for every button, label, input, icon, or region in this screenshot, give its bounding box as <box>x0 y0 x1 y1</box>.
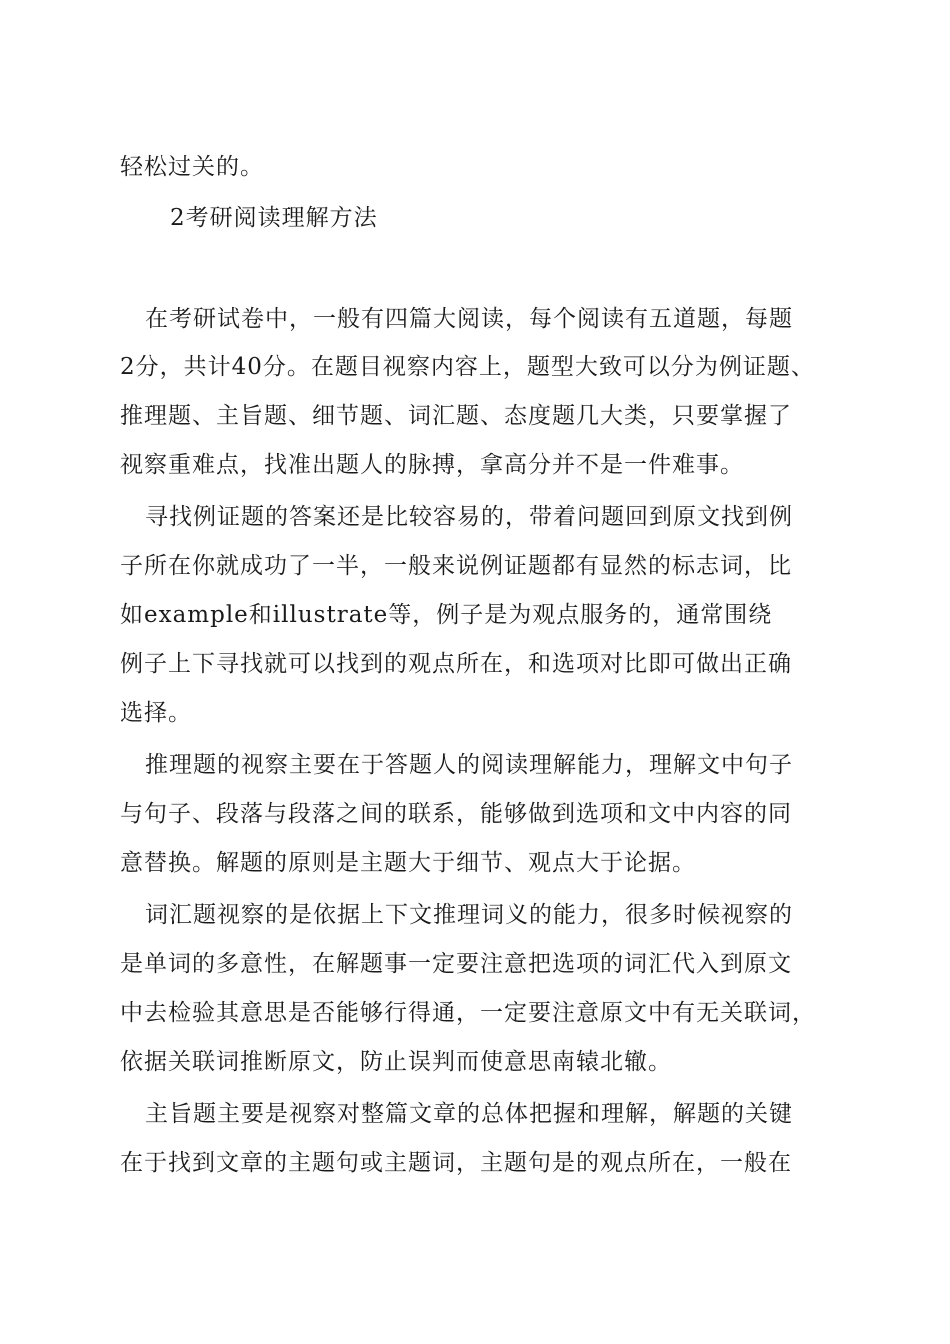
text-line: 视察重难点，找准出题人的脉搏，拿高分并不是一件难事。 <box>120 452 744 478</box>
text-line: 依据关联词推断原文，防止误判而使意思南辕北辙。 <box>120 1049 672 1075</box>
text-line: 意替换。解题的原则是主题大于细节、观点大于论据。 <box>120 850 696 876</box>
text-line: 词汇题视察的是依据上下文推理词义的能力，很多时候视察的 <box>145 902 793 928</box>
text-line: 轻松过关的。 <box>120 154 264 180</box>
text-line: 如example和illustrate等，例子是为观点服务的，通常围绕 <box>120 602 773 628</box>
text-line: 中去检验其意思是否能够行得通，一定要注意原文中有无关联词， <box>120 1000 816 1026</box>
text-line: 主旨题主要是视察对整篇文章的总体把握和理解，解题的关键 <box>145 1101 793 1127</box>
text-line: 2分，共计40分。在题目视察内容上，题型大致可以分为例证题、 <box>120 354 815 380</box>
text-line: 子所在你就成功了一半，一般来说例证题都有显然的标志词，比 <box>120 553 792 579</box>
text-line: 推理题的视察主要在于答题人的阅读理解能力，理解文中句子 <box>145 752 793 778</box>
text-line: 在于找到文章的主题句或主题词，主题句是的观点所在，一般在 <box>120 1150 792 1176</box>
text-line: 在考研试卷中，一般有四篇大阅读，每个阅读有五道题，每题 <box>145 306 793 332</box>
section-heading: 2考研阅读理解方法 <box>170 205 378 231</box>
text-line: 与句子、段落与段落之间的联系，能够做到选项和文中内容的同 <box>120 801 792 827</box>
text-line: 是单词的多意性，在解题事一定要注意把选项的词汇代入到原文 <box>120 951 792 977</box>
text-line: 选择。 <box>120 700 192 726</box>
text-line: 例子上下寻找就可以找到的观点所在，和选项对比即可做出正确 <box>120 651 792 677</box>
text-line: 寻找例证题的答案还是比较容易的，带着问题回到原文找到例 <box>145 504 793 530</box>
text-line: 推理题、主旨题、细节题、词汇题、态度题几大类，只要掌握了 <box>120 403 792 429</box>
